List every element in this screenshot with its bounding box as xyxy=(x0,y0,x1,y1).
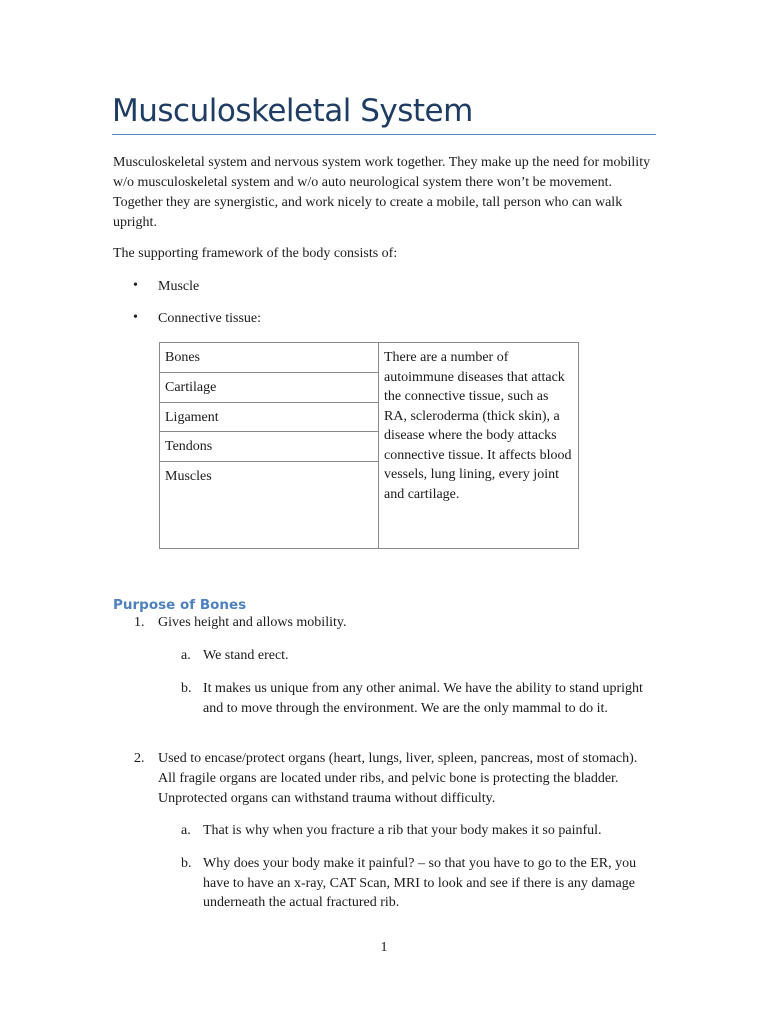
sub-item-text: It makes us unique from any other animal. We have the ability to stand upright and to move through the environment. We are the only mammal to do it. xyxy=(203,681,643,716)
list-number: 1. xyxy=(134,615,145,630)
table-cell-ligament: Ligament xyxy=(160,403,379,432)
sub-item-letter: b. xyxy=(181,681,192,696)
sub-item-letter: a. xyxy=(181,823,191,838)
sub-item-letter: b. xyxy=(181,856,192,871)
intro-paragraph: Musculoskeletal system and nervous system work together. They make up the need for mobility w/o musculoskeletal system and w/o auto neurological system there won’t be movement. Together they are synergistic, and work nicely to create a mobile, tall person who can walk upright. xyxy=(113,155,651,230)
document-title: Musculoskeletal System xyxy=(112,90,656,135)
table-cell-muscles: Muscles xyxy=(160,462,379,549)
sub-item-text: Why does your body make it painful? – so that you have to go to the ER, you have to have an x-ray, CAT Scan, MRI to look and see if there is any damage underneath the actual fractured rib. xyxy=(203,856,637,910)
section-heading: Purpose of Bones xyxy=(113,597,247,613)
sub-item-text: That is why when you fracture a rib that your body makes it so painful. xyxy=(203,823,602,838)
list-number: 2. xyxy=(134,751,145,766)
table-cell-bones: Bones xyxy=(160,343,379,373)
table-cell-cartilage: Cartilage xyxy=(160,373,379,403)
framework-intro: The supporting framework of the body consists of: xyxy=(113,246,398,261)
list-item-text: Gives height and allows mobility. xyxy=(158,615,347,630)
bullet-marker: • xyxy=(133,278,138,293)
table-cell-tendons: Tendons xyxy=(160,432,379,462)
bullet-muscle: Muscle xyxy=(158,279,200,294)
sub-item-text: We stand erect. xyxy=(203,648,289,663)
bullet-marker: • xyxy=(133,310,138,325)
list-item-text: Used to encase/protect organs (heart, lungs, liver, spleen, pancreas, most of stomach). All fragile organs are located under ribs, and pelvic bone is protecting the bladder. Unprotected organs can withstand trauma without difficulty. xyxy=(158,751,638,806)
connective-tissue-table xyxy=(159,342,579,549)
bullet-connective-tissue: Connective tissue: xyxy=(158,311,262,326)
page-number: 1 xyxy=(380,940,388,955)
table-cell-autoimmune-note: There are a number of autoimmune diseases that attack the connective tissue, such as RA, scleroderma (thick skin), a disease where the body attacks connective tissue. It affects blood vessels, lung lining, every joint and cartilage. xyxy=(379,343,579,549)
sub-item-letter: a. xyxy=(181,648,191,663)
